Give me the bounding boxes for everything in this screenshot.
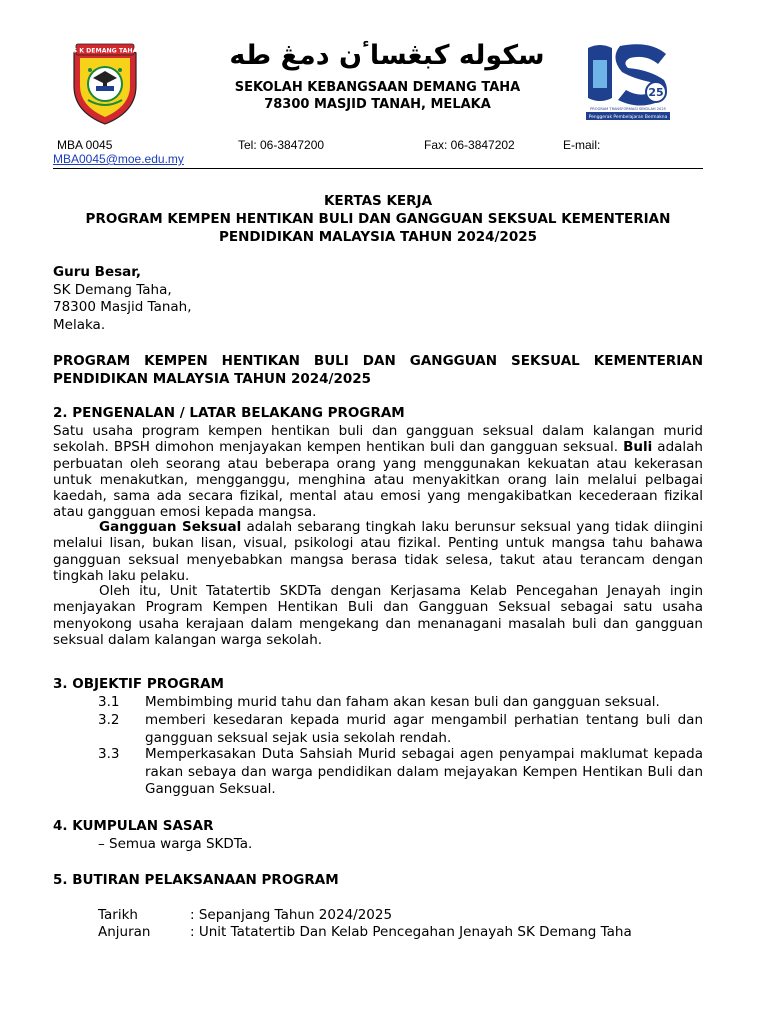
objective-item xyxy=(98,746,703,799)
objective-text: Membimbing murid tahu dan faham akan kesan buli dan gangguan seksual. xyxy=(145,694,660,710)
recipient-line-2: 78300 Masjid Tanah, xyxy=(53,299,192,315)
p1-bold-term: Buli xyxy=(623,439,653,456)
logo-caption: PROGRAM TRANSFORMASI SEKOLAH 2025 xyxy=(590,107,666,111)
objective-number: 3.3 xyxy=(98,746,120,762)
target-group: – Semua warga SKDTa. xyxy=(98,836,253,852)
detail-row xyxy=(98,907,392,923)
transformation-program-logo xyxy=(580,40,676,122)
title-line-1: KERTAS KERJA xyxy=(323,193,433,209)
objective-item xyxy=(98,712,703,747)
p1-text-a: Satu usaha program kempen hentikan buli dan gangguan seksual dalam kalangan murid sekolah. BPSH dimohon menjayakan kempen hentikan buli dan gangguan seksual. xyxy=(53,423,703,456)
logo-tagline: Penggerak Pembelajaran Bermakna xyxy=(588,115,668,120)
section-3-heading: 3. OBJEKTIF PROGRAM xyxy=(53,676,224,692)
section-2-heading: 2. PENGENALAN / LATAR BELAKANG PROGRAM xyxy=(53,405,405,421)
section-2-paragraph-2 xyxy=(53,519,703,584)
detail-key: Tarikh xyxy=(98,907,138,923)
school-name: SEKOLAH KEBANGSAAN DEMANG TAHA xyxy=(234,80,521,95)
p2-text: adalah sebarang tingkah laku berunsur seksual yang tidak diingini melalui lisan, bukan lisan, visual, psikologi atau fizikal. Penting untuk mangsa tahu bahawa gangguan seksual menyebabkan mangsa berasa tidak selesa, takut atau terancam dengan tingkah laku pelaku. xyxy=(53,519,703,584)
section-4-heading: 4. KUMPULAN SASAR xyxy=(53,818,214,834)
recipient-salutation: Guru Besar, xyxy=(53,264,142,280)
recipient-line-1: SK Demang Taha, xyxy=(53,281,172,298)
p2-bold-term: Gangguan Seksual xyxy=(99,519,242,535)
logo-number: 25 xyxy=(648,86,664,99)
document-title xyxy=(53,192,703,246)
detail-row xyxy=(98,924,632,940)
p1-text-b: adalah perbuatan oleh seorang atau beberapa orang yang menggunakan kekuatan atau kekerasan untuk menakutkan, mengganggu, menghina atau menyakitkan orang lain melalui pelbagai kaedah, sama ada secara fizikal, mental atau emosi yang mengakibatkan kecederaan fizikal atau gangguan emosi kepada mangsa. xyxy=(53,439,703,521)
email-link[interactable]: MBA0045@moe.edu.my xyxy=(53,152,184,166)
detail-value: : Sepanjang Tahun 2024/2025 xyxy=(190,907,393,923)
detail-key: Anjuran xyxy=(98,924,151,940)
recipient-line-3: Melaka. xyxy=(53,316,106,333)
email-label: E-mail: xyxy=(563,138,601,152)
recipient-address xyxy=(53,264,192,334)
telephone: Tel: 06-3847200 xyxy=(238,138,325,152)
detail-value: : Unit Tatatertib Dan Kelab Pencegahan Jenayah SK Demang Taha xyxy=(190,924,632,940)
school-address: 78300 MASJID TANAH, MELAKA xyxy=(264,97,491,112)
objective-number: 3.1 xyxy=(98,694,120,710)
school-crest-logo xyxy=(66,40,144,126)
objective-text: Memperkasakan Duta Sahsiah Murid sebagai agen penyampai maklumat kepada rakan sebaya dan warga pendidikan dalam mejayakan Kempen Hentikan Buli dan Gangguan Seksual. xyxy=(145,746,703,797)
objective-item xyxy=(98,694,703,712)
school-name-jawi: سکوله کبڠساٴن دمڠ طه xyxy=(229,40,545,71)
header-divider xyxy=(53,168,703,169)
title-line-2: PROGRAM KEMPEN HENTIKAN BULI DAN GANGGUAN SEKSUAL KEMENTERIAN xyxy=(85,211,671,227)
section-5-heading: 5. BUTIRAN PELAKSANAAN PROGRAM xyxy=(53,872,339,888)
crest-banner-text: S K DEMANG TAHA xyxy=(72,47,138,55)
school-letterhead xyxy=(190,79,565,113)
school-code: MBA 0045 xyxy=(57,138,113,152)
p3-text: Oleh itu, Unit Tatatertib SKDTa dengan Kerjasama Kelab Pencegahan Jenayah ingin menjayakan Program Kempen Hentikan Buli dan Gangguan Seksual sebagai satu usaha menyokong usaha kerajaan dalam mengekang dan menanagani masalah buli dan gangguan seksual dalam kalangan warga sekolah. xyxy=(53,583,703,648)
section-2-paragraph-3 xyxy=(53,583,703,648)
title-line-3: PENDIDIKAN MALAYSIA TAHUN 2024/2025 xyxy=(218,229,538,245)
objective-text: memberi kesedaran kepada murid agar mengambil perhatian tentang buli dan gangguan seksual sejak usia sekolah rendah. xyxy=(145,712,703,746)
objective-number: 3.2 xyxy=(98,712,120,728)
section-2-paragraph-1 xyxy=(53,423,703,521)
fax: Fax: 06-3847202 xyxy=(424,138,515,152)
program-title: PROGRAM KEMPEN HENTIKAN BULI DAN GANGGUAN SEKSUAL KEMENTERIAN PENDIDIKAN MALAYSIA TAHUN 2024/2025 xyxy=(53,353,703,387)
